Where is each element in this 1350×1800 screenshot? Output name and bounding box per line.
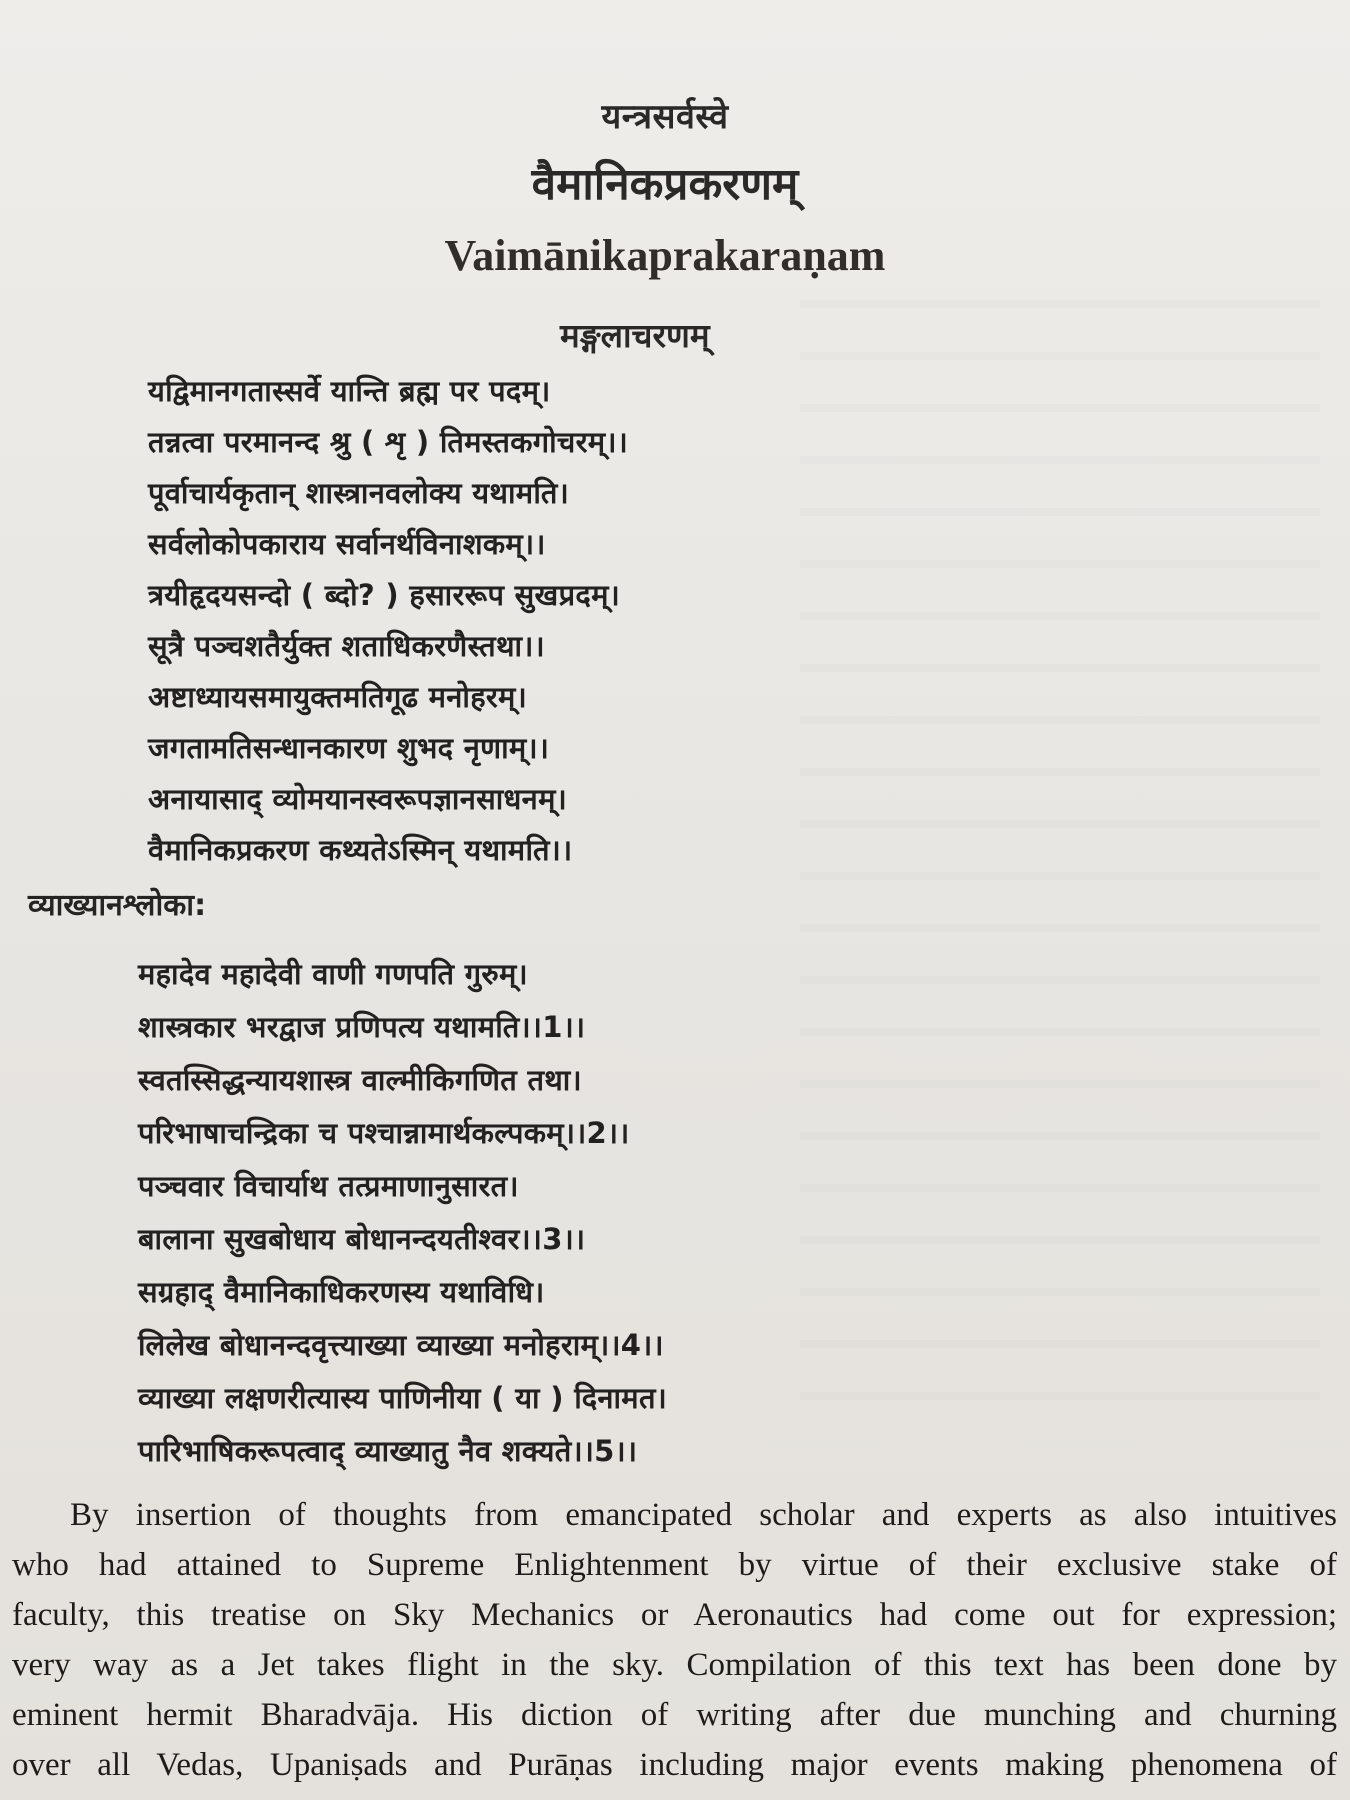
devanagari-title: वैमानिकप्रकरणम् bbox=[531, 159, 799, 210]
verse-line: बालाना सुखबोधाय बोधानन्दयतीश्वर।।3।। bbox=[138, 1222, 586, 1256]
verse-line: स्वतस्सिद्धन्यायशास्त्र वाल्मीकिगणित तथा। bbox=[138, 1063, 582, 1097]
verse-line: जगतामतिसन्धानकारण शुभद नृणाम्।। bbox=[148, 731, 550, 765]
verse-line: पूर्वाचार्यकृतान् शास्त्रानवलोक्य यथामति। bbox=[148, 476, 570, 510]
verse-line: अनायासाद् व्योमयानस्वरूपज्ञानसाधनम्। bbox=[148, 782, 568, 816]
paragraph-line: very way as a Jet takes flight in the sky. Compilation of this text has been done by bbox=[12, 1647, 1337, 1683]
running-head: यन्त्रसर्वस्वे bbox=[601, 97, 729, 137]
paragraph-line: eminent hermit Bharadvāja. His diction of writing after due munching and churning bbox=[12, 1697, 1337, 1733]
verse-line: तन्नत्वा परमानन्द श्रु ( शृ ) तिमस्तकगोचरम्।। bbox=[148, 425, 629, 459]
commentary-verses bbox=[138, 948, 667, 1478]
verse-line: पारिभाषिकरूपत्वाद् व्याख्यातु नैव शक्यते।।5।। bbox=[138, 1434, 638, 1468]
roman-title: Vaimānikaprakaraṇam bbox=[444, 231, 886, 280]
verse-line: पञ्चवार विचार्याथ तत्प्रमाणानुसारत। bbox=[138, 1169, 519, 1203]
paper-show-through bbox=[800, 300, 1320, 1400]
invocation-heading: मङ्गलाचरणम् bbox=[560, 316, 710, 355]
verse-line: सग्रहाद् वैमानिकाधिकरणस्य यथाविधि। bbox=[138, 1275, 545, 1309]
verse-line: सूत्रै पञ्चशतैर्युक्त शताधिकरणैस्तथा।। bbox=[148, 629, 545, 663]
verse-line: वैमानिकप्रकरण कथ्यतेऽस्मिन् यथामति।। bbox=[148, 833, 573, 867]
paragraph-line: over all Vedas, Upaniṣads and Purāṇas including major events making phenomena of bbox=[12, 1747, 1337, 1783]
paragraph-line: who had attained to Supreme Enlightenment by virtue of their exclusive stake of bbox=[12, 1547, 1337, 1583]
verse-line: लिलेख बोधानन्दवृत्त्याख्या व्याख्या मनोहराम्।।4।। bbox=[138, 1328, 664, 1362]
verse-line: महादेव महादेवी वाणी गणपति गुरुम्। bbox=[138, 957, 528, 991]
commentary-heading: व्याख्यानश्लोका: bbox=[28, 888, 207, 923]
paragraph-line: By insertion of thoughts from emancipated scholar and experts as also intuitives bbox=[70, 1497, 1337, 1533]
verse-line: सर्वलोकोपकाराय सर्वानर्थविनाशकम्।। bbox=[148, 527, 546, 561]
english-paragraph bbox=[12, 1490, 1337, 1790]
verse-line: परिभाषाचन्द्रिका च पश्चान्नामार्थकल्पकम्।।2।। bbox=[138, 1116, 630, 1150]
verse-line: त्रयीहृदयसन्दो ( ब्दो? ) हसाररूप सुखप्रदम्। bbox=[148, 578, 621, 612]
paragraph-line: faculty, this treatise on Sky Mechanics or Aeronautics had come out for expression; bbox=[12, 1597, 1337, 1633]
verse-line: व्याख्या लक्षणरीत्यास्य पाणिनीया ( या ) दिनामत। bbox=[138, 1381, 668, 1415]
verse-line: शास्त्रकार भरद्वाज प्रणिपत्य यथामति।।1।। bbox=[138, 1010, 586, 1044]
verse-line: यद्विमानगतास्सर्वे यान्ति ब्रह्म पर पदम्। bbox=[148, 374, 551, 408]
verse-line: अष्टाध्यायसमायुक्तमतिगूढ मनोहरम्। bbox=[148, 680, 527, 714]
invocation-verses bbox=[148, 366, 628, 876]
